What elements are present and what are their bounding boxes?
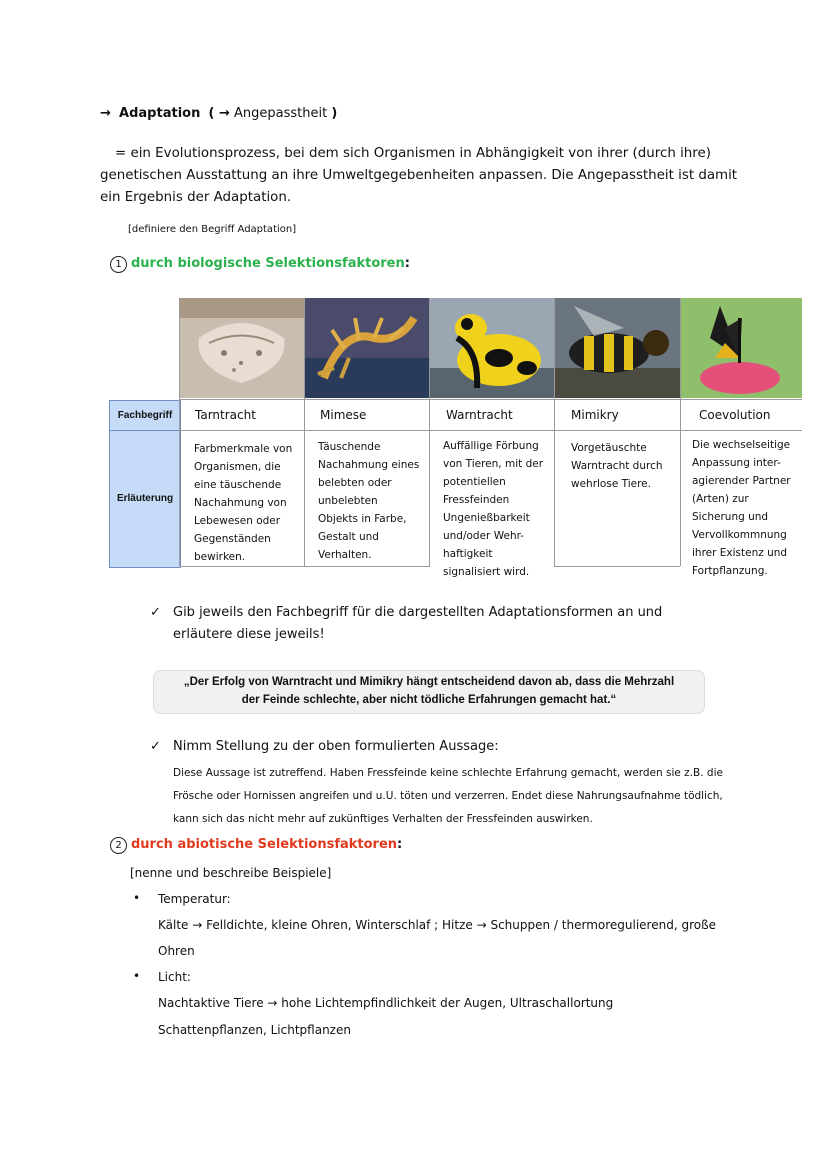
- heading-synonym: Angepasstheit: [234, 106, 328, 121]
- table-line: [680, 298, 681, 566]
- heading-open: ( →: [208, 106, 230, 121]
- heading-term: Adaptation: [119, 106, 201, 121]
- heading-close: ): [331, 106, 338, 121]
- table-line: [179, 298, 180, 566]
- seadragon-image: [304, 298, 429, 398]
- section-1-label: durch biologische Selektionsfaktoren: [131, 256, 405, 271]
- bullet-temperature-label: Temperatur:: [158, 892, 231, 906]
- definition-body: = ein Evolutionsprozess, bei dem sich Organismen in Abhängigkeit von ihrer (durch ihre) genetischen Ausstattung an ihre Umweltgegebenheiten anpassen. Die Angepasstheit ist damit ein Ergebnis der Adaptation.: [100, 146, 738, 205]
- answer-text: [173, 762, 723, 831]
- task-1-check-icon: ✓: [150, 605, 161, 620]
- explanation-warntracht: Auffällige Förbung von Tieren, mit der potentiellen Fressfeinden Ungenießbarkeit und/oder Wehr-haftigkeit signalisiert wird.: [443, 440, 544, 578]
- explanation-mimikry: Vorgetäuschte Warntracht durch wehrlose Tiere.: [571, 442, 663, 490]
- section-2-colon: :: [397, 837, 403, 852]
- row-header-term: Fachbegriff: [109, 400, 181, 432]
- bullet-temperature-line-1: Kälte → Felldichte, kleine Ohren, Winterschlaf ; Hitze → Schuppen / thermoregulierend, große: [158, 918, 717, 932]
- seadragon-icon: [304, 298, 429, 398]
- row-header-explanation: Erläuterung: [109, 430, 181, 568]
- table-line: [554, 566, 680, 567]
- section-1-title: [110, 256, 410, 273]
- answer-line-2: Frösche oder Hornissen angreifen und u.U. töten und verzerren. Endet diese Nahrungsaufnahme tödlich,: [173, 790, 723, 802]
- definition-text: [100, 143, 740, 209]
- butterfly-image: [680, 298, 802, 398]
- term-coevolution: Coevolution: [699, 408, 771, 422]
- term-warntracht: Warntracht: [446, 408, 513, 422]
- bullet-light-label: Licht:: [158, 970, 191, 984]
- arrow-icon: →: [100, 106, 111, 121]
- explanation-mimese: Täuschende Nachahmung eines belebten oder unbelebten Objekts in Farbe, Gestalt und Verhalten.: [318, 441, 420, 561]
- frog-icon: [429, 298, 554, 398]
- task-1-text: Gib jeweils den Fachbegriff für die dargestellten Adaptationsformen an und erläutere diese jeweils!: [173, 605, 663, 642]
- table-line: [554, 298, 555, 566]
- table-line: [304, 298, 305, 566]
- bullet-temperature-line-2: Ohren: [158, 944, 195, 958]
- term-mimikry: Mimikry: [571, 408, 619, 422]
- section-2-label: durch abiotische Selektionsfaktoren: [131, 837, 398, 852]
- quote-box: [153, 670, 705, 714]
- term-tarntracht: Tarntracht: [195, 408, 256, 422]
- explanation-coevolution: Die wechselseitige Anpassung inter-agierender Partner (Arten) zur Sicherung und Vervollkommnung ihrer Existenz und Fortpflanzung.: [692, 439, 791, 577]
- bullet-icon: •: [133, 969, 141, 983]
- section-1-number: 1: [110, 256, 127, 273]
- section-2-title: [110, 837, 402, 854]
- frog-image: [429, 298, 554, 398]
- examples-note: [nenne und beschreibe Beispiele]: [130, 866, 332, 880]
- quote-line-2: der Feinde schlechte, aber nicht tödliche Erfahrungen gemacht hat.“: [241, 694, 617, 706]
- hoverfly-image: [554, 298, 680, 398]
- section-2-number: 2: [110, 837, 127, 854]
- table-line: [429, 298, 430, 566]
- term-mimese: Mimese: [320, 408, 367, 422]
- answer-line-3: kann sich das nicht mehr auf zukünftiges Verhalten der Fressfeinden auswirken.: [173, 813, 593, 825]
- butterfly-icon: [680, 298, 802, 398]
- bullet-light-line-2: Schattenpflanzen, Lichtpflanzen: [158, 1023, 351, 1037]
- define-note: [definiere den Begriff Adaptation]: [128, 224, 297, 235]
- explanation-tarntracht: Farbmerkmale von Organismen, die eine täuschende Nachahmung von Lebewesen oder Gegenständen bewirken.: [194, 443, 293, 563]
- task-2-check-icon: ✓: [150, 739, 161, 754]
- section-1-colon: :: [404, 256, 410, 271]
- topic-heading: [100, 106, 337, 121]
- hoverfly-icon: [554, 298, 680, 398]
- table-line: [180, 430, 802, 431]
- quote-line-1: „Der Erfolg von Warntracht und Mimikry hängt entscheidend davon ab, dass die Mehrzahl: [183, 676, 675, 688]
- moth-on-bark-image: [179, 298, 304, 398]
- moth-icon: [179, 298, 304, 398]
- answer-line-1: Diese Aussage ist zutreffend. Haben Fressfeinde keine schlechte Erfahrung gemacht, werden sie z.B. die: [173, 767, 723, 779]
- task-2-text: Nimm Stellung zu der oben formulierten Aussage:: [173, 739, 499, 754]
- table-line: [180, 566, 430, 567]
- bullet-icon: •: [133, 891, 141, 905]
- bullet-light-line-1: Nachtaktive Tiere → hohe Lichtempfindlichkeit der Augen, Ultraschallortung: [158, 996, 614, 1010]
